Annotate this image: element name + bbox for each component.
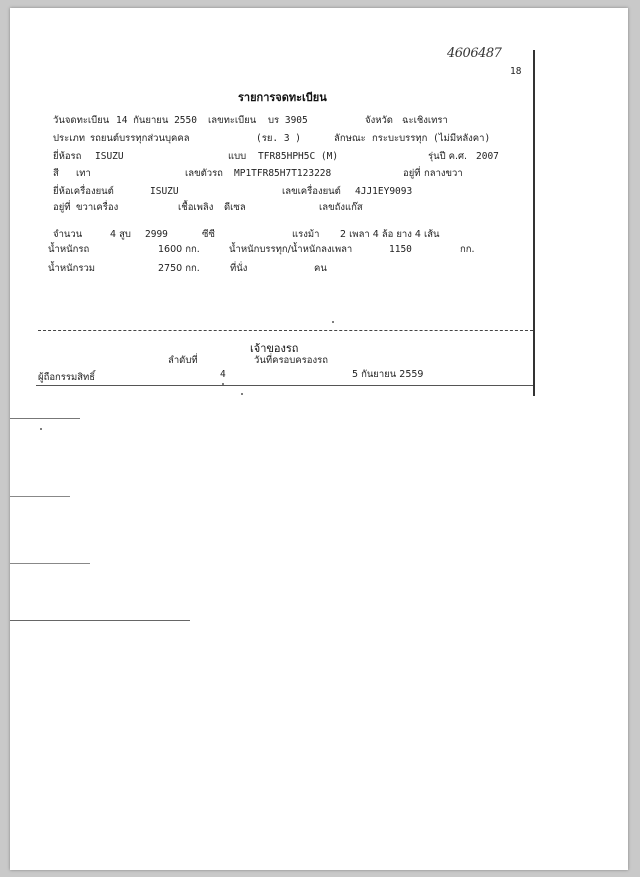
handwritten-number: 4606487 (447, 46, 502, 61)
color-label: สี (53, 168, 59, 179)
fuel-value: ดีเซล (224, 202, 246, 213)
owner-row-line (36, 385, 533, 386)
chassis-label: เลขตัวรถ (185, 168, 223, 179)
scan-speck (222, 383, 224, 385)
model-year-value: 2007 (476, 151, 499, 162)
chassis-value: MP1TFR85H7T123228 (234, 168, 332, 179)
scan-speck (40, 428, 42, 430)
engine-brand-label: ยี่ห้อเครื่องยนต์ (53, 186, 114, 197)
possession-date-value: 5 กันยายน 2559 (352, 369, 424, 380)
page-number: 18 (510, 66, 522, 77)
fuel-label: เชื้อเพลิง (178, 202, 214, 213)
document-page (10, 8, 628, 870)
total-weight-value: 2750 กก. (158, 263, 200, 274)
scan-speck (332, 321, 334, 323)
engine-number-label: เลขเครื่องยนต์ (282, 186, 341, 197)
brand-value: ISUZU (95, 151, 124, 162)
possession-date-label: วันที่ครอบครองรถ (254, 355, 328, 366)
engine-brand-value: ISUZU (150, 186, 179, 197)
vehicle-style-label: ลักษณะ (334, 133, 366, 144)
registration-number-value: บร 3905 (268, 115, 308, 126)
engine-location-label: อยู่ที่ (53, 202, 71, 213)
load-weight-unit: กก. (460, 244, 475, 255)
cc-label: ซีซี (202, 229, 215, 240)
load-weight-value: 1150 (389, 244, 412, 255)
engine-location-value: ขวาเครื่อง (76, 202, 119, 213)
chassis-location-label: อยู่ที่ (403, 168, 421, 179)
engine-number-value: 4JJ1EY9093 (355, 186, 413, 197)
holder-label: ผู้ถือกรรมสิทธิ์ (38, 372, 96, 383)
scan-line (10, 620, 190, 621)
section-divider (38, 330, 533, 331)
scan-line (10, 563, 90, 564)
color-value: เทา (76, 168, 91, 179)
registration-number-label: เลขทะเบียน (208, 115, 257, 126)
cc-value: 2999 (145, 229, 168, 240)
vehicle-weight-value: 1600 กก. (158, 244, 200, 255)
seats-unit: คน (314, 263, 327, 274)
owner-order-value: 4 (220, 369, 226, 380)
owner-order-label: ลำดับที่ (168, 355, 198, 366)
seats-label: ที่นั่ง (230, 263, 248, 274)
axles-value: 2 เพลา 4 ล้อ ยาง 4 เส้น (340, 229, 440, 240)
model-value: TFR85HPH5C (M) (258, 151, 339, 162)
model-year-label: รุ่นปี ค.ศ. (428, 151, 468, 162)
vehicle-type-label: ประเภท (53, 133, 86, 144)
registration-date-value: 14 กันยายน 2550 (116, 115, 197, 126)
vehicle-code-value: (รย. 3 ) (256, 133, 301, 144)
model-label: แบบ (228, 151, 247, 162)
total-weight-label: น้ำหนักรวม (48, 263, 96, 274)
vehicle-weight-label: น้ำหนักรถ (48, 244, 90, 255)
scan-line (10, 496, 70, 497)
registration-date-label: วันจดทะเบียน (53, 115, 110, 126)
load-weight-label: น้ำหนักบรรทุก/น้ำหนักลงเพลา (229, 244, 353, 255)
chassis-location-value: กลางขวา (424, 168, 463, 179)
horsepower-label: แรงม้า (292, 229, 320, 240)
document-title: รายการจดทะเบียน (238, 91, 327, 104)
vehicle-style-value: กระบะบรรทุก (ไม่มีหลังคา) (372, 133, 491, 144)
vehicle-type-value: รถยนต์บรรทุกส่วนบุคคล (90, 133, 190, 144)
province-label: จังหวัด (365, 115, 393, 126)
right-border-line (533, 50, 535, 396)
scan-speck (241, 393, 243, 395)
cylinders-value: 4 สูบ (110, 229, 131, 240)
scan-line (10, 418, 80, 419)
province-value: ฉะเชิงเทรา (402, 115, 448, 126)
brand-label: ยี่ห้อรถ (53, 151, 82, 162)
gas-tank-label: เลขถังแก๊ส (319, 202, 363, 213)
count-label: จำนวน (53, 229, 83, 240)
owner-section-title: เจ้าของรถ (250, 342, 299, 355)
